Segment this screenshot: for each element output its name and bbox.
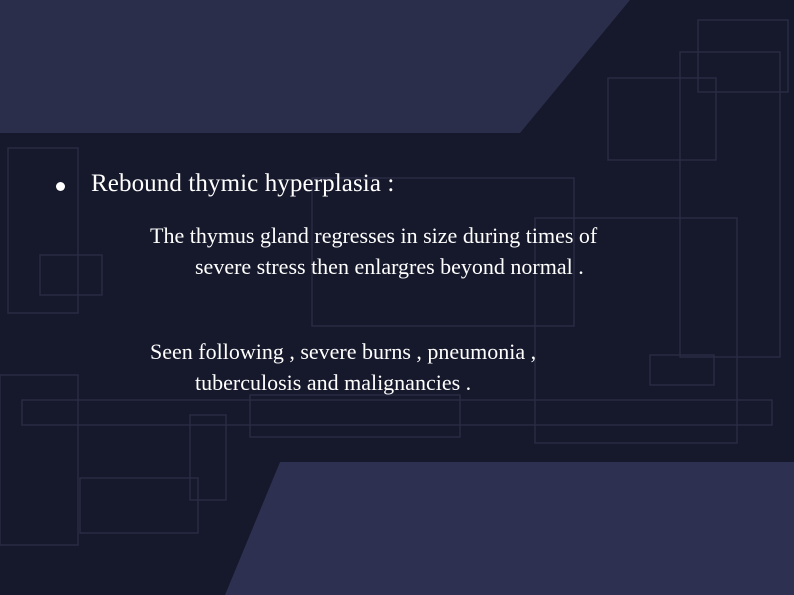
paragraph-line: The thymus gland regresses in size during times of bbox=[150, 223, 598, 248]
bullet-dot-icon bbox=[56, 182, 65, 191]
bullet-item bbox=[56, 170, 394, 198]
bullet-heading: Rebound thymic hyperplasia : bbox=[91, 170, 395, 197]
paragraph-line: severe stress then enlargres beyond normal . bbox=[195, 254, 584, 279]
paragraph-line: Seen following , severe burns , pneumonia , bbox=[150, 339, 537, 364]
paragraph-line: tuberculosis and malignancies . bbox=[195, 370, 472, 395]
paragraph-stress bbox=[150, 220, 597, 282]
paragraph-causes bbox=[150, 336, 536, 398]
